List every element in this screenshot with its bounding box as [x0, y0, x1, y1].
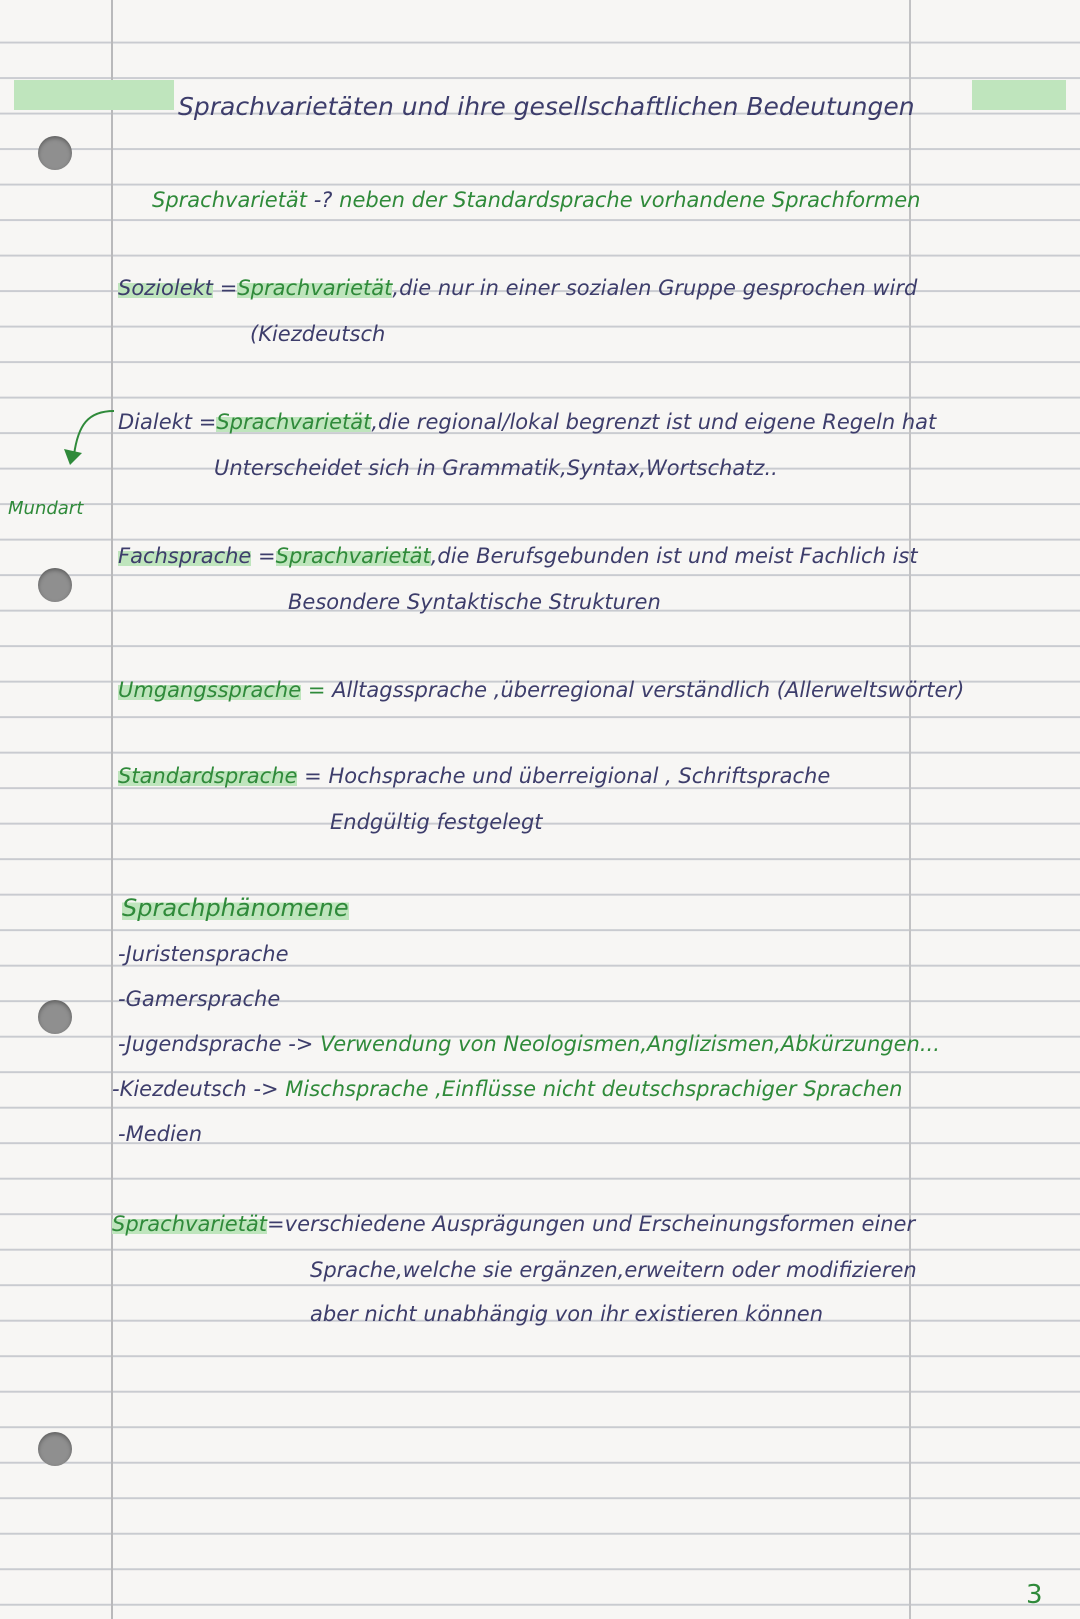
- fachsprache-rest: ,die Berufsgebunden ist und meist Fachlich ist: [430, 544, 918, 568]
- left-margin-line: [111, 0, 113, 1619]
- phaenomene-heading-text: Sprachphänomene: [122, 894, 349, 922]
- soziolekt-rest: ,die nur in einer sozialen Gruppe gesprochen wird: [392, 276, 918, 300]
- phaenomen-item-4-detail: Mischsprache ,Einflüsse nicht deutschsprachiger Sprachen: [285, 1077, 903, 1101]
- punch-hole-2: [38, 568, 72, 602]
- final-line2: Sprache,welche sie ergänzen,erweitern oder modifizieren: [310, 1258, 917, 1282]
- definition-soziolekt: [118, 276, 917, 300]
- mundart-side-note: Mundart: [8, 498, 84, 519]
- intro-arrow: -?: [313, 188, 333, 212]
- fachsprache-term: Fachsprache: [118, 544, 252, 568]
- curved-arrow-icon: [48, 405, 118, 475]
- dialekt-highlight: Sprachvarietät: [216, 410, 372, 434]
- dialekt-eq: =: [198, 410, 217, 434]
- punch-hole-4: [38, 1432, 72, 1466]
- umgangssprache-eq: =: [307, 678, 326, 702]
- standardsprache-line2: Endgültig festgelegt: [330, 810, 543, 834]
- final-line1: verschiedene Ausprägungen und Erscheinungsformen einer: [284, 1212, 916, 1236]
- right-margin-line: [909, 0, 911, 1619]
- phaenomen-item-1: -Juristensprache: [118, 942, 289, 966]
- soziolekt-highlight: Sprachvarietät: [237, 276, 393, 300]
- phaenomene-heading: [122, 894, 349, 922]
- punch-hole-1: [38, 136, 72, 170]
- standardsprache-term: Standardsprache: [118, 764, 298, 788]
- umgangssprache-rest: Alltagssprache ,überregional verständlich (Allerweltswörter): [332, 678, 965, 702]
- standardsprache-eq: =: [304, 764, 322, 788]
- fachsprache-highlight: Sprachvarietät: [275, 544, 431, 568]
- definition-dialekt: [118, 410, 936, 434]
- phaenomen-item-3-arrow: ->: [288, 1032, 314, 1056]
- phaenomen-item-3: [118, 1032, 940, 1056]
- definition-umgangssprache: [118, 678, 964, 702]
- definition-fachsprache: [118, 544, 918, 568]
- title-highlight-right: [972, 80, 1066, 110]
- phaenomen-item-4: [112, 1077, 902, 1101]
- dialekt-line2: Unterscheidet sich in Grammatik,Syntax,Wortschatz..: [214, 456, 778, 480]
- phaenomen-item-4-label: -Kiezdeutsch: [112, 1077, 247, 1101]
- intro-term: Sprachvarietät: [152, 188, 308, 212]
- fachsprache-eq: =: [258, 544, 276, 568]
- definition-standardsprache: [118, 764, 830, 788]
- soziolekt-term: Soziolekt: [118, 276, 214, 300]
- umgangssprache-term: Umgangssprache: [118, 678, 302, 702]
- final-term: Sprachvarietät: [112, 1212, 268, 1236]
- punch-hole-3: [38, 1000, 72, 1034]
- dialekt-rest: ,die regional/lokal begrenzt ist und eigene Regeln hat: [371, 410, 937, 434]
- final-line3: aber nicht unabhängig von ihr existieren können: [310, 1302, 824, 1326]
- title-highlight-left: [14, 80, 174, 110]
- standardsprache-rest: Hochsprache und überreigional , Schriftsprache: [328, 764, 831, 788]
- fachsprache-line2: Besondere Syntaktische Strukturen: [288, 590, 661, 614]
- final-eq: =: [267, 1212, 285, 1236]
- intro-text: neben der Standardsprache vorhandene Sprachformen: [339, 188, 921, 212]
- soziolekt-eq: =: [219, 276, 238, 300]
- phaenomen-item-3-detail: Verwendung von Neologismen,Anglizismen,Abkürzungen...: [320, 1032, 940, 1056]
- dialekt-term: Dialekt: [118, 410, 193, 434]
- phaenomen-item-4-arrow: ->: [253, 1077, 279, 1101]
- definition-final: [112, 1212, 915, 1236]
- phaenomen-item-3-label: -Jugendsprache: [118, 1032, 282, 1056]
- page-title: Sprachvarietäten und ihre gesellschaftlichen Bedeutungen: [178, 92, 915, 121]
- phaenomen-item-5: -Medien: [118, 1122, 203, 1146]
- page-number: 3: [1026, 1580, 1043, 1610]
- phaenomen-item-2: -Gamersprache: [118, 987, 281, 1011]
- intro-line: [152, 188, 920, 212]
- soziolekt-line2: (Kiezdeutsch: [250, 322, 386, 346]
